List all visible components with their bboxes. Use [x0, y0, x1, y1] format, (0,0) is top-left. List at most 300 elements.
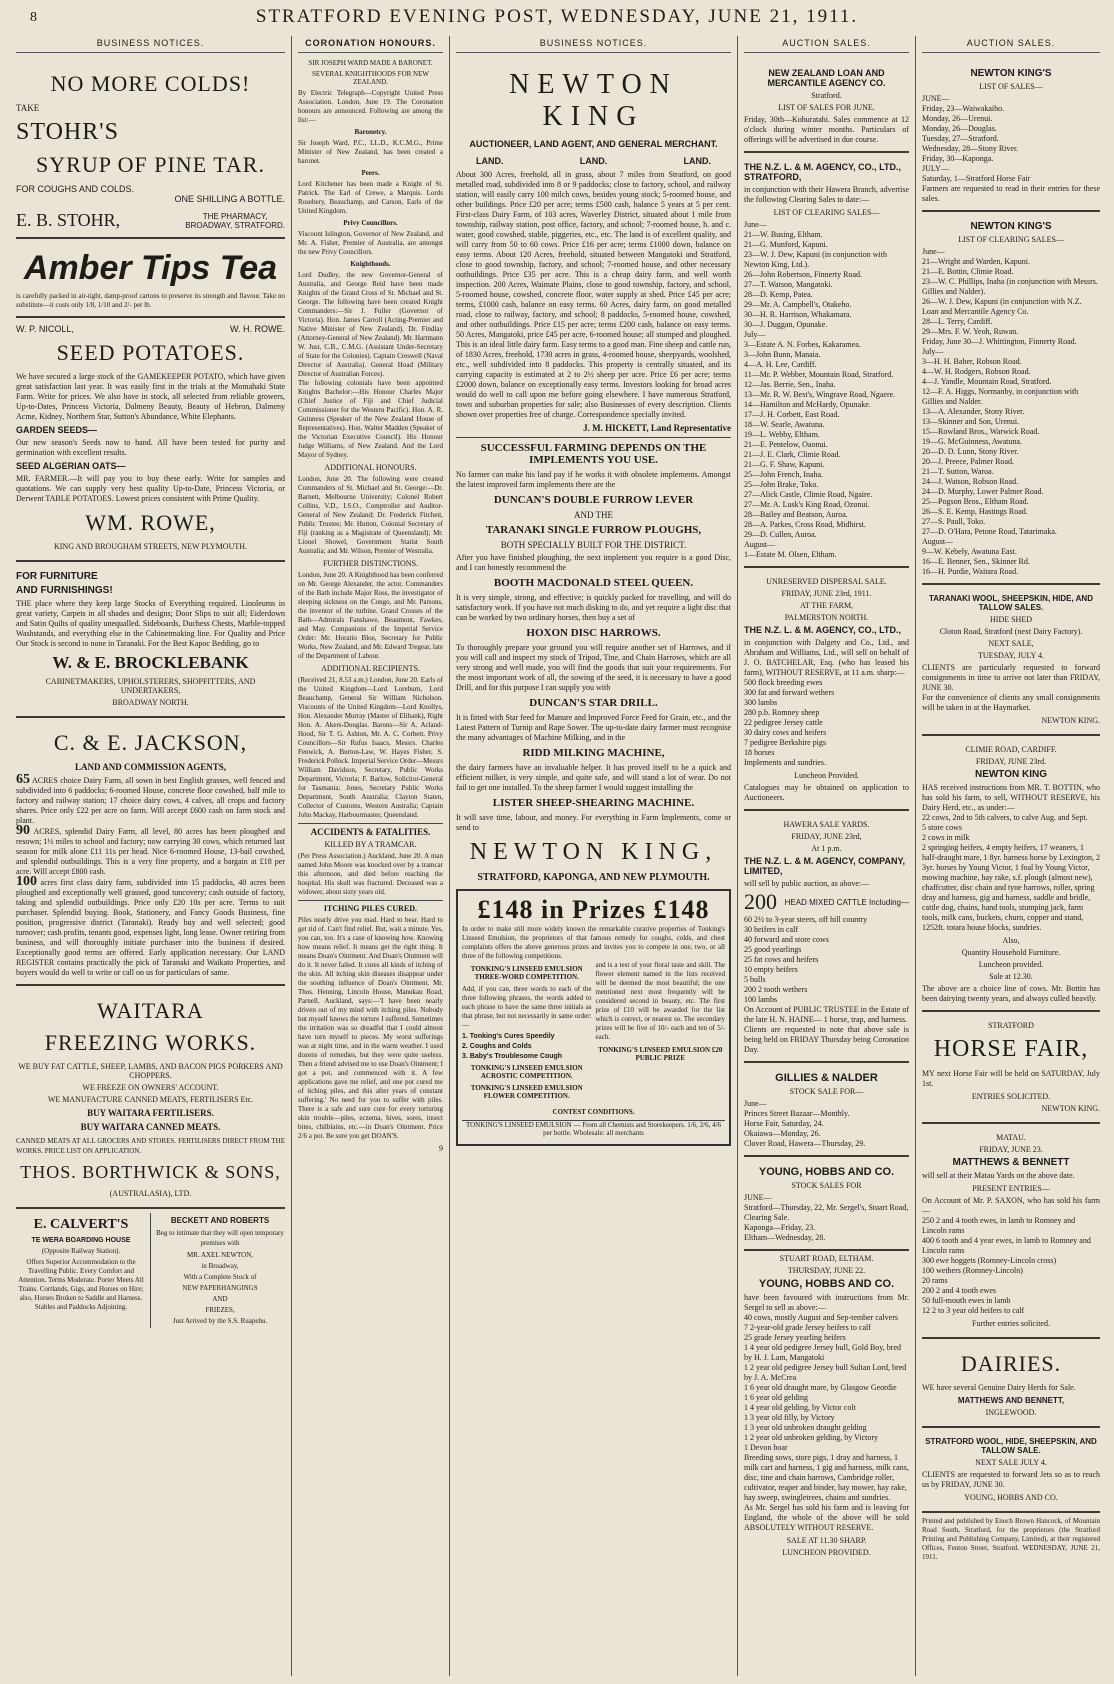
list-item: 2 cows in milk — [922, 833, 970, 842]
list-item: 19—L. Webby, Eltham. — [744, 430, 820, 439]
ad-text: INGLEWOOD. — [985, 1408, 1037, 1417]
beckett-roberts-ad — [155, 1213, 285, 1328]
ad-text: will sell at their Matau Yards on the above date. — [922, 1171, 1075, 1180]
list-item: Friday, 23—Waiwakaiho. — [922, 104, 1005, 113]
land-heading: LAND. — [476, 156, 504, 166]
list-item: 300 fat and forward wethers — [744, 688, 835, 697]
sale-list — [922, 164, 1100, 184]
list-item: Wednesday, 28—Stony River. — [922, 144, 1019, 153]
product-name: BOOTH MACDONALD STEEL QUEEN. — [493, 577, 694, 589]
ad-text: No farmer can make his land pay if he works it with obsolete implements. Amongst the latest improved farm implements there are the — [456, 470, 731, 489]
list-item: 13—Skinner and Son, Urenui. — [922, 417, 1020, 426]
column-coronation-honours — [292, 36, 450, 1676]
column-business-notices-2 — [450, 36, 738, 1676]
column-header: AUCTION SALES. — [744, 36, 909, 53]
list-item: 9—W. Kebely, Awatuna East. — [922, 547, 1017, 556]
acre-number: 65 — [16, 772, 30, 787]
gillies-nalder-ad — [744, 1063, 909, 1157]
ad-text: ENTRIES SOLICITED. — [971, 1092, 1051, 1101]
list-item: 28—A. Parkes, Cross Road, Midhirst. — [744, 520, 866, 529]
ad-text: FOR COUGHS AND COLDS. — [16, 184, 135, 194]
stock-list — [922, 813, 1100, 933]
month-label: August— — [744, 540, 776, 549]
ad-signature: J. M. HICKETT, Land Representative — [583, 423, 731, 433]
ad-text: Luncheon provided. — [978, 960, 1044, 969]
column-header: AUCTION SALES. — [922, 36, 1100, 53]
ad-text: will sell by public auction, as above:— — [744, 879, 870, 888]
ad-headline: TARANAKI WOOL, SHEEPSKIN, HIDE, AND TALLOW SALES. — [928, 594, 1093, 612]
list-item: 29—Mrs. F. W. Yeoh, Ruwan. — [922, 327, 1019, 336]
sale-list — [922, 94, 1100, 164]
ad-subhead: TONKING'S LINSEED EMULSION £20 PUBLIC PRIZE — [598, 1046, 723, 1062]
ad-text: BUY WAITARA CANNED MEATS. — [80, 1122, 221, 1132]
list-item: 30—J. Duggan, Opunake. — [744, 320, 828, 329]
column-business-notices-1 — [10, 36, 292, 1676]
ad-text: At 1 p.m. — [811, 844, 842, 853]
sale-list — [744, 340, 909, 540]
list-item: 30 heifers in calf — [744, 925, 798, 934]
ad-text: The above are a choice line of cows. Mr. Bottin has been dairying twenty years, and always culled heavily. — [922, 984, 1100, 1003]
stohr-syrup-ad — [16, 59, 285, 239]
dairies-ad — [922, 1339, 1100, 1428]
nz-loan-ad — [744, 59, 909, 153]
list-item: 250 2 and 4 tooth ewes, in lamb to Romney and Lincoln rams — [922, 1216, 1076, 1235]
article-text: The following colonials have been appointed Knights Bachelor:—His Honour Charles Major (Chief Justice of Fiji and Chief Judicial Commissioner for the Western Pacific). Hon. A. R. Guinness (Speaker of the New Zealand House of Representatives). Hon. Walter Madden (Speaker of the Victorian Executive Council). His Honour Judge Williams, of New Zealand. And the Lord Mayor of Sydney. — [298, 379, 443, 459]
article-text: London, June 20. The following were created Commanders of St. Michael and St. George:—Dr. Barnett, Melbourne University; Colonel Robert Collins, V.D., I.S.O., Comptroller and Auditor-General of New Zealand; Dr. Frederick Fitchett, Public Trustee; Mr. Hutton, Colonial Secretary of Fiji (ranking as a Magistrate of Queensland); Mr. Lionel Showel, Government Statist South Australia; and Mr. Wilson, Premier of Westralia. — [298, 475, 443, 555]
ad-text: Stratford. — [811, 91, 842, 100]
list-item: 300 lambs — [744, 698, 778, 707]
list-item: Tuesday, 27—Stratford. — [922, 134, 999, 143]
ad-text: TONKING'S LINSEED EMULSION — From all Chemists and Storekeepers. 1/6, 2/6, 4/6 per bottle. Wholesale: all merchants — [462, 1120, 725, 1137]
list-item: 26—S. E. Kemp, Hastings Road. — [922, 507, 1028, 516]
ad-text: ACRES, splendid Dairy Farm, all level, 80 acres has been ploughed and resown; 1½ miles to school and factory; now carrying 30 cows, which returned last season for milk alone £11 11s per head. Nice 6-roomed House, 13-bail cowshed, and splendid outbuildings. This is a very fine property, and a bargain at £18 per acre. Will accept £800 cash. — [16, 827, 286, 876]
ad-text: Just Arrived by the S.S. Ruapehu. — [172, 1317, 268, 1325]
ad-name: NEWTON KING — [509, 69, 678, 132]
ad-text: We have secured a large stock of the GAMEKEEPER POTATO, which have given great satisfaction last year. It was easily first in the trials at the Momahaki State Farm. Write for prices. We also have in stock, all selected from reliable growers, Up-to-Dates, Princess Victoria, Dalmeny Beauty, Beauty of Hebron, Dalmeny Acme, Kidney, Northern Star, Sutton's Abundance, White Elephants. — [16, 372, 285, 421]
ad-text: BROADWAY NORTH. — [112, 698, 189, 707]
product-name: HOXON DISC HARROWS. — [526, 627, 661, 639]
sale-list — [922, 347, 1100, 537]
ad-text: ACRES choice Dairy Farm, all sown in best English grasses, well fenced and subdivided into 6 paddocks; 6-roomed House, concrete floor cowshed, half mile to factory and railway station; 17 choice dairy cows, 4 calves, all crops and factory shares. Price only £22 per acre on farm. Will accept £600 cash on farm stock and plant. — [16, 776, 285, 825]
ad-name: E. CALVERT'S — [33, 1217, 129, 1232]
seed-potatoes-ad — [16, 318, 285, 562]
list-item: 200 2 and 4 tooth ewes — [922, 1286, 996, 1295]
list-item: 27—D. O'Hara, Petone Road, Tatarimaka. — [922, 527, 1057, 536]
ad-headline: AND FURNISHINGS! — [16, 585, 113, 596]
list-item: 29—Mr. A. Campbell's, Otakeho. — [744, 300, 852, 309]
ad-headline: SUCCESSFUL FARMING DEPENDS ON THE IMPLEMENTS YOU USE. — [456, 437, 731, 466]
list-item: 25—Pogson Bros., Eltham Road. — [922, 497, 1029, 506]
ad-subhead: LIST OF SALES— — [979, 82, 1043, 91]
ad-headline: FOR FURNITURE — [16, 571, 98, 582]
article-text: (Per Press Association.) Auckland, June 20. A man named John Moore was knocked over by a tramcar this afternoon, and died before reaching the hospital. His skull was fractured. Deceased was a widower, about sixty years old. — [298, 852, 443, 896]
stock-list — [744, 915, 909, 1005]
list-item: Monday, 26—Urenui. — [922, 114, 993, 123]
ad-subhead: LIST OF CLEARING SALES— — [958, 235, 1064, 244]
list-item: 40 forward and store cows — [744, 935, 829, 944]
land-heading: LAND. — [683, 156, 711, 166]
ad-text: WE FREEZE ON OWNERS' ACCOUNT. — [82, 1083, 219, 1092]
ad-name: WM. ROWE, — [85, 510, 216, 535]
ad-subhead: HIDE SHED — [990, 615, 1032, 624]
ad-text: and is a test of your floral taste and skill. The flower element named in the lists received will be deemed the most beautiful; the one mentioned next most frequently will be considered second in beauty, etc. The first prize of £10 will be awarded for the list which is correct, or nearest so. The secondary prizes will be five of 10/- each and ten of 5/- each. — [595, 961, 725, 1041]
list-item: 1 Devon boar — [744, 1443, 788, 1452]
list-item: Stratford—Thursday, 22, Mr. Sergel's, Stuart Road, Clearing Sale. — [744, 1203, 909, 1222]
list-item: 60 2½ to 3-year steers, off hill country — [744, 915, 868, 924]
ad-text: SALE AT 11.30 SHARP. — [786, 1536, 867, 1545]
ad-text: Sale at 12.30. — [989, 972, 1033, 981]
stock-list — [744, 1313, 909, 1503]
ad-text: AND — [212, 1295, 228, 1303]
ad-name: THE N.Z. L. & M. AGENCY, CO., LTD., — [744, 625, 901, 635]
waitara-freezing-ad — [16, 986, 285, 1209]
article-subhead: Peers. — [361, 169, 380, 177]
ad-text: On Account of Mr. P. SAXON, who has sold his farm— — [922, 1196, 1100, 1215]
ad-text: MR. AXEL NEWTON, — [186, 1251, 254, 1259]
ad-date: THURSDAY, JUNE 22. — [787, 1266, 866, 1275]
ad-text: KING AND BROUGHAM STREETS, NEW PLYMOUTH. — [53, 542, 248, 551]
ad-date: FRIDAY, JUNE 23. — [979, 1145, 1043, 1154]
list-item: JUNE— — [744, 1193, 772, 1202]
list-item: 4—W. H. Rodgers, Robson Road. — [922, 367, 1031, 376]
ad-text: To thoroughly prepare your ground you will require another set of Harrows, and if you will call and inspect my stock of Tripod, Tine, and Chain Harrows, which are all very strong and well made, you will find the goods that suit your requirements. For the most important work of all, the sowing of the seed, it is necessary to have a good Drill, and for this purpose I can supply you with — [456, 643, 731, 692]
ad-headline: SYRUP OF PINE TAR. — [36, 152, 265, 177]
ad-headline: STRATFORD WOOL, HIDE, SHEEPSKIN, AND TALLOW SALE. — [925, 1437, 1097, 1455]
ad-text: Clients are requested to note that above sale is being held on FRIDAY Thursday being Coronation Day. — [744, 1025, 909, 1054]
list-item: 14—Hamilton and McHardy, Opunake. — [744, 400, 871, 409]
stock-list — [744, 678, 909, 768]
list-item: Horse Fair, Saturday, 24. — [744, 1119, 824, 1128]
ad-text: TAKE — [16, 103, 40, 113]
list-item: 50 full-mouth ewes in lamb — [922, 1296, 1011, 1305]
ad-subhead: PRESENT ENTRIES— — [972, 1184, 1050, 1193]
nzlm-clearing-ad — [744, 153, 909, 568]
list-item: 12—F. A. Higgs, Normanby, in conjunction with Gillies and Nalder. — [922, 387, 1079, 406]
list-item: 13—Mr. R. W. Best's, Wingrave Road, Ngaere. — [744, 390, 896, 399]
list-item: 3—H. H. Baber, Robson Road. — [922, 357, 1022, 366]
ad-date: FRIDAY, JUNE 23rd, — [791, 832, 862, 841]
product-name: TARANAKI SINGLE FURROW PLOUGHS, — [485, 524, 702, 536]
list-item: 1 4 year old gelding, by Victor colt — [744, 1403, 856, 1412]
ad-text: NEW PAPERHANGINGS — [182, 1284, 258, 1292]
list-item: 26—John Robertson, Finnerty Road. — [744, 270, 862, 279]
month-label: June— — [744, 220, 767, 229]
article-text: Lord Kitchener has been made a Knight of St. Patrick. The Earl of Crewe, a Marquis. Lords Rosebery, Beauchamp, and Carson, Earls of the United Kingdom. — [298, 180, 443, 215]
ad-text: Also, — [1002, 936, 1020, 945]
ad-headline: STUART ROAD, ELTHAM. — [779, 1254, 874, 1263]
land-heading: LAND. — [579, 156, 608, 166]
ad-text: Farmers are requested to read in their entries for these sales. — [922, 184, 1100, 203]
list-item: 25—John Brake, Toko. — [744, 480, 819, 489]
ad-headline: FREEZING WORKS. — [44, 1030, 257, 1055]
list-item: 28—Bailey and Beatson, Auroa. — [744, 510, 848, 519]
ad-text: Cloton Road, Stratford (next Dairy Factory). — [939, 627, 1083, 636]
product-name: DUNCAN'S DOUBLE FURROW LEVER — [493, 494, 694, 506]
ad-text: PALMERSTON NORTH. — [784, 613, 869, 622]
dispersal-sale-ad — [744, 568, 909, 811]
list-item: 2 springing heifers, 4 empty heifers, 17 weaners, 1 half-draught mare, 1 8yr. harness horse by Lexington, 2 3yr. horses by Young Victor, 1 foal by Young Victor, mowing machine, hay rake, s.f. plough (almost new), chaffcutter, disc chain and tyne harrows, roller, spring dray and harness, gig and harness, saddle and bridle, cattle dog, chains, hand tools, stumping jack, farm tools, milk cans, buckets, churn, copper and stand, 1252ft. totara house blocks, sundries. — [922, 843, 1100, 932]
list-item: 7 2-year-old grade Jersey heifers to calf — [744, 1323, 871, 1332]
list-item: 1 2 year old pedigree Jersey bull Sultan Lord, bred by J. A. McCrea — [744, 1363, 907, 1382]
list-item: 16—E. Benner, Sen., Skinner Rd. — [922, 557, 1030, 566]
bottin-sale-ad — [922, 736, 1100, 1012]
month-label: July— — [744, 330, 766, 339]
ad-text: THE PHARMACY, — [202, 211, 268, 221]
ad-signature: NEWTON KING. — [1041, 1104, 1100, 1113]
list-item: 27—Mr. A. Lusk's King Road, Ozonui. — [744, 500, 870, 509]
ad-text: WE MANUFACTURE CANNED MEATS, FERTILISERS Etc. — [47, 1095, 254, 1104]
article-subhead: ADDITIONAL RECIPIENTS. — [321, 664, 420, 673]
ad-text: MY next Horse Fair will be held on SATURDAY, July 1st. — [922, 1069, 1100, 1088]
ad-name: NEW ZEALAND LOAN AND MERCANTILE AGENCY CO. — [767, 68, 886, 88]
ad-signature: NEWTON KING. — [1041, 716, 1100, 725]
horse-fair-ad — [922, 1012, 1100, 1124]
ad-headline: MATAU. — [996, 1133, 1026, 1142]
ad-text: the dairy farmers have an invaluable helper. It has proved itself to be a quick and efficient milker, is very simple, and quite safe, and will stand a lot of wear. Do not fail to get one installed. To the sheep farmer I would suggest installing the — [456, 763, 731, 792]
ad-text: MR. FARMER.—It will pay you to buy these early. Write for samples and quotations. We can supply very best quality Up-to-Date, Princess Victoria, or Derwent TABLE POTATOES. Lowest prices consistent with Prime Quality. — [16, 474, 285, 503]
list-item: July— — [922, 347, 944, 356]
page-number: 8 — [30, 10, 37, 25]
ad-name: NEWTON KING, — [469, 839, 718, 865]
ad-name: W. H. ROWE. — [230, 324, 285, 334]
ad-text: BOTH SPECIALLY BUILT FOR THE DISTRICT. — [500, 540, 687, 550]
list-item: 12—Jas. Berrie, Sen., Inaha. — [744, 380, 836, 389]
column-header: BUSINESS NOTICES. — [456, 36, 731, 53]
ad-subhead: TONKING'S LINSEED EMULSION THREE-WORD COMPETITION. — [470, 965, 583, 981]
article-subhead: SIR JOSEPH WARD MADE A BARONET. — [308, 59, 433, 67]
article-subhead: SEVERAL KNIGHTHOODS FOR NEW ZEALAND. — [312, 70, 429, 86]
list-item: 22 cows, 2nd to 5th calvers, to calve Aug. and Sept. — [922, 813, 1088, 822]
list-item: JULY— — [922, 164, 949, 173]
ad-text: Friday, 30th—Kohuratahi. Sales commence at 12 o'clock during winter months. Particulars of offerings will be advertised in due course. — [744, 115, 909, 144]
list-item: 26—W. J. Dew, Kapuni (in conjunction with N.Z. Loan and Mercantile Agency Co. — [922, 297, 1082, 316]
ad-text: Our new season's Seeds now to hand. All have been tested for purity and germination with excellent results. — [16, 438, 285, 457]
hawera-sale-ad — [744, 811, 909, 1063]
phrase: 3. Baby's Troublesome Cough — [462, 1053, 563, 1060]
list-item: Eltham—Wednesday, 28. — [744, 1233, 826, 1242]
ad-headline: HAWERA SALE YARDS. — [783, 820, 870, 829]
list-item: Princes Street Bazaar—Monthly. — [744, 1109, 850, 1118]
sale-list — [922, 247, 1100, 347]
newton-king-clearing-ad — [922, 212, 1100, 585]
list-item: 25—John French, Inaha. — [744, 470, 824, 479]
list-item: 1 6 year old draught mare, by Glasgow Geordie — [744, 1383, 897, 1392]
list-item: 3—John Bunn, Manaia. — [744, 350, 821, 359]
ad-text: Further entries solicited. — [972, 1319, 1050, 1328]
brocklebank-ad — [16, 562, 285, 718]
list-item: Monday, 26—Douglas. — [922, 124, 997, 133]
list-item: 21—E. Pentelow, Oaonui. — [744, 440, 828, 449]
list-item: 100 lambs — [744, 995, 778, 1004]
ad-name: C. & E. JACKSON, — [53, 730, 248, 755]
ad-text: After you have finished ploughing, the next implement you require is a good Disc, and I can honestly recommend the — [456, 553, 731, 572]
list-item: 21—G. Munford, Kapuni. — [744, 240, 828, 249]
sale-list — [744, 1099, 909, 1149]
ad-text: (Opposite Railway Station). — [41, 1247, 121, 1255]
ad-text: acres first class dairy farm, subdivided into 15 paddocks, 40 acres been ploughed and exceptionally well grassed, good tuncovery; cash outside of factory, taking and splendid outbuildings. Price only £20 10s per acre. Terms to suit purchaser. Splendid buying. Book, Stationery, and Fancy Goods Business, fine position, progressive district (Taranaki). Ready buy and well selected; good turnover; cash profits, tenants good, expenses light, long lease. Owner retiring from business, and will thoroughly initiate purchaser into the business if desired. Exceptionally good terms are offered. Early application necessary. Our LAND REGISTER contains practically the pick of Taranaki and Waikato Properties, and buyers would do well to write or call on us for particulars of same. — [16, 878, 285, 977]
list-item: 21—T. Sutton, Waroa. — [922, 467, 994, 476]
list-item: 1 3 year old filly, by Victory — [744, 1413, 835, 1422]
column-header: CORONATION HONOURS. — [298, 36, 443, 53]
list-item: 5 bulls — [744, 975, 766, 984]
bottom-ads — [16, 1209, 285, 1328]
list-item: 21—E. Bottin, Climie Road. — [922, 267, 1014, 276]
article-text: Piles nearly drive you mad. Hard to bear. Hard to get rid of. Can't find relief. But, wait a minute. Yes, you can, too. It's a case of knowing how. Knowing how means relief. It means get the right thing. It means Doan's Ointment. And Doan's Ointment will do it. It never failed. It cures all kinds of itching of the skin. All itching skin diseases disappear under the soothing influence of Doan's Ointment. Mr. Thos. Henning, Lincoln House, Manukau Road, Parnell, Auckland, says:—'I have been nearly driven out of my mind with itching piles. Nobody but myself knows the torture I suffered. Sometimes the irritation was so dreadful that I could almost have torn myself to pieces. My worst sufferings was at night time, and in the warm weather. I used dozens of remedies, but they were quite useless. Then a friend advised me to use Doan's Ointment; I got a pot, and commenced with it. A few applications gave me relief, and one pot cured me of itching piles, and this after years of constant suffering.' No need for you to suffer with piles. There is a safe and sure cure for every torturing skin trouble—piles, eczema, hives, sores, insect bites, chilblains, etc.—in Doan's Ointment. Price 2/6 a pot. Be sure you get DOAN'S. — [298, 916, 443, 1140]
ad-text: Beg to intimate that they will open temporary premises with — [156, 1229, 284, 1247]
stock-list — [922, 1216, 1100, 1316]
list-item: 17—J. H. Corbett, East Road. — [744, 410, 840, 419]
article-header: ACCIDENTS & FATALITIES. — [298, 823, 443, 837]
ad-name: THE N.Z. L. & M. AGENCY, CO., LTD., STRATFORD, — [744, 162, 901, 182]
list-item: 1 2 year old unbroken gelding, by Victory — [744, 1433, 879, 1442]
ad-text: ONE SHILLING A BOTTLE. — [174, 194, 285, 204]
list-item: 1 6 year old gelding — [744, 1393, 808, 1402]
ad-name: NEWTON KING'S — [970, 68, 1052, 79]
ad-text: CANNED MEATS AT ALL GROCERS AND STORES. FERTILISERS DIRECT FROM THE WORKS. PRICE LIST ON APPLICATION. — [16, 1137, 285, 1155]
list-item: 20—J. Preece, Palmer Road. — [922, 457, 1014, 466]
ad-text: About 300 Acres, freehold, all in grass, about 7 miles from Stratford, on good metalled road, subdivided into 8 or 9 paddocks; close to factory, school, and railway station, will easily carry 100 milch cows, besides young stock; 5-roomed house, and other buildings. Price £20 per acre; terms £500 cash, balance 5 years at 5 per cent. First-class Dairy Farm, of 103 acres, Waverley District, situated about 1 mile from township, railway station, post office, factory, and school; 7-roomed house, h. and c. water, good cowshed, stable, piggeries, etc., etc. The land is of excellent quality, and will carry from 50 to 60 cows. Price £16 per acre; terms £1000 down, balance on easy terms. About 120 Acres, freehold, situated between Mangatoki and Stratford, close to good township, factory, and school; 7-roomed house, and other necessary outbuildings. Price £35 per acre. This is a cheap dairy farm, and well worth inspection. 200 Acres, Waimate Plains, close to good township, factory, and school, 5-roomed house, cowshed, concrete floor, water supply at shed. Price £45 per acre; terms, £1000 cash, balance on easy terms. 60 Acres, dairy farm, on good metalled road, close to railway, factory, and school; 8 paddocks, 5-roomed house, cowshed, and other outbuildings. Price £15 per acre; terms £200 cash, balance on easy terms. 50 Acres, Mangatoki, price £45 per acre, 6-roomed house; all stumped and ploughed. This is an ideal little dairy farm. Easy terms to a good man. Fine sheep and cattle run, of 1830 Acres, freehold, 1730 acres in grass, 4-roomed house, sheepyards, woolshed, etc., well subdivided into 8 paddocks. This property is centrally situated, and its carrying capacity is estimated at 2 to 2½ sheep per acre. Price £6 per acre; terms £2000 down, balance on exceptionally easy terms. Investors looking for broad acres would do well to call upon me before going elsewhere. I have numerous Stratford, town and suburban properties for sale; also Businesses of every description. Clients shown over properties free of charge. Correspondence specially invited. — [456, 170, 731, 419]
ad-date: TUESDAY, JULY 4. — [977, 651, 1045, 660]
ad-name: BECKETT AND ROBERTS — [170, 1216, 270, 1225]
article-subhead: Knighthoods. — [350, 260, 391, 268]
ad-text: Offers Superior Accommodation to the Travelling Public. Every Comfort and Attention. Terms Moderate. Porter Meets All Trains. Cortlands, Gigs, and Horses on Hire; also, Horses Broken to Saddle and Harness. Stables and Paddocks Adjoining. — [18, 1258, 144, 1311]
ad-name: MATTHEWS & BENNETT — [952, 1157, 1070, 1168]
column-header: BUSINESS NOTICES. — [16, 36, 285, 53]
product-name: DUNCAN'S STAR DRILL. — [529, 697, 658, 709]
ad-text: It will save time, labour, and money. For everything in Farm Implements, come or send to — [456, 813, 731, 832]
list-item: 100 wethers (Romney-Lincoln) — [922, 1266, 1023, 1275]
list-item: 30—H. R. Harrison, Whakamara. — [744, 310, 852, 319]
acre-number: 90 — [16, 823, 30, 838]
list-item: 21—W. Busing, Eltham. — [744, 230, 823, 239]
ad-text: Add, if you can, three words to each of the three following phrases, the words added to each phrase to have the same three initials as that phrase, but not necessarily in same order:— — [462, 985, 592, 1029]
list-item: Implements and sundries. — [744, 758, 826, 767]
column-auction-sales-1 — [738, 36, 916, 1676]
list-item: 25 good yearlings — [744, 945, 802, 954]
ad-text: (AUSTRALASIA), LTD. — [109, 1189, 192, 1198]
article-header: ITCHING PILES CURED. — [298, 900, 443, 913]
ad-name: NEWTON KING — [974, 769, 1048, 780]
product-name: RIDD MILKING MACHINE, — [522, 747, 665, 759]
phrase: 1. Tonking's Cures Speedily — [462, 1033, 555, 1040]
ad-text: It is fitted with Star feed for Manure and Improved Force Feed for Grain, etc., and the Latest Pattern of Turnip and Rape Sower. The up-to-date dairy farmer must recognise the many advantages of Machine Milking, and in the — [456, 713, 731, 742]
ad-name: GILLIES & NALDER — [775, 1072, 878, 1084]
list-item: August— — [922, 537, 954, 546]
ad-headline: NO MORE COLDS! — [50, 71, 251, 96]
sale-list — [744, 550, 909, 560]
ad-text: With a Complete Stock of — [183, 1273, 257, 1281]
list-item: 280 p.b. Romney sheep — [744, 708, 820, 717]
sale-list — [922, 537, 1100, 577]
ad-text: BUY WAITARA FERTILISERS. — [87, 1108, 214, 1118]
printer-imprint: Printed and published by Enoch Brown Hancock, of Mountain Road South, Stratford, for the proprietors (the Stratford Printing and Publishing Company, Limited), at their registered Offices, Fenton Street, Stratford. WEDNESDAY, JUNE 21, 1911. — [922, 1517, 1100, 1561]
ad-text: HAS received instructions from MR. T. BOTTIN, who has sold his farm, to sell, WITHOUT RESERVE, his Dairy Herd, etc., as under:— — [922, 783, 1100, 812]
matau-sale-ad — [922, 1124, 1100, 1339]
ad-name: NEWTON KING'S — [970, 221, 1052, 232]
list-item: JUNE— — [922, 94, 950, 103]
list-item: 16—H. Purdie, Waitara Road. — [922, 567, 1019, 576]
ad-text: FRIEZES, — [205, 1306, 235, 1314]
ad-date: FRIDAY, JUNE 23rd. — [975, 757, 1047, 766]
article-subhead: KILLED BY A TRAMCAR. — [324, 840, 417, 849]
list-item: 18 horses — [744, 748, 775, 757]
ad-subhead: STOCK SALE FOR— — [789, 1087, 864, 1096]
ad-subhead: STRATFORD, KAPONGA, AND NEW PLYMOUTH. — [477, 872, 710, 883]
ad-subhead: TONKING'S LINSEED EMULSION ACROSTIC COMPETITION. — [470, 1064, 583, 1080]
list-item: 300 ewe hoggets (Romney-Lincoln cross) — [922, 1256, 1057, 1265]
list-item: 15—Rowland Bros., Warwick Road. — [922, 427, 1040, 436]
ad-subhead: LAND AND COMMISSION AGENTS, — [74, 762, 227, 772]
sergel-sale-ad — [744, 1254, 909, 1557]
list-item: 10 empty heifers — [744, 965, 798, 974]
article-text: Lord Dudley, the new Governor-General of Australia, and George Reid have been made Knights of the Grand Cross of St. Michael and St. George. The following have been created Knight Commanders:—Sir J. Fuller (Governor of Victoria). Hon. James Carroll (Acting-Premier and Native Minister of New Zealand). Dr. Findlay (Attorney-General of New Zealand). Mr. Hartmann W. Just, C.B., C.M.G. (Assistant Under-Secretary of State for the Colonies). Captain Creswell (Naval Director of Australia). General Hoad (Military Director of Australian Forces). — [298, 271, 443, 378]
ad-text: For the convenience of clients any small consignments will be taken in at the Haymarket. — [922, 693, 1100, 712]
ad-text: WE have several Genuine Dairy Herds for Sale. — [922, 1383, 1076, 1392]
product-name: LISTER SHEEP-SHEARING MACHINE. — [492, 797, 695, 809]
ad-headline: Amber Tips Tea — [23, 249, 278, 287]
list-item: Clover Road, Hawera—Thursday, 29. — [744, 1139, 866, 1148]
page-ref: 9 — [439, 1144, 443, 1153]
ad-name: THOS. BORTHWICK & SONS, — [20, 1162, 281, 1182]
ad-headline: CLIMIE ROAD, CARDIFF. — [965, 745, 1057, 754]
ad-subhead: GARDEN SEEDS— — [16, 425, 98, 435]
ad-headline: SEED POTATOES. — [56, 340, 245, 365]
list-item: 4—A. H. Lee, Cardiff. — [744, 360, 817, 369]
list-item: 13—A. Alexander, Stony River. — [922, 407, 1025, 416]
list-item: 30 dairy cows and heifers — [744, 728, 827, 737]
ad-text: NEXT SALE, — [988, 639, 1034, 648]
ad-headline: HORSE FAIR, — [933, 1036, 1089, 1062]
list-item: Okaiawa—Monday, 26. — [744, 1129, 821, 1138]
ad-text: It is very simple, strong, and effective; is quickly packed for travelling, and will do satisfactory work. If you have not much disking to do, and yet require a light disc that can be worked by two ordinary horses, then buy a set of — [456, 593, 731, 622]
ad-text: BROADWAY, STRATFORD. — [185, 220, 285, 230]
ad-name: MATTHEWS AND BENNETT, — [957, 1396, 1065, 1405]
ad-date: NEXT SALE JULY 4. — [975, 1458, 1047, 1467]
list-item: June— — [922, 247, 945, 256]
ad-subhead: LIST OF SALES FOR JUNE. — [778, 103, 875, 112]
ad-name: YOUNG, HOBBS AND CO. — [758, 1166, 895, 1178]
ad-subhead: TE WERA BOARDING HOUSE — [31, 1237, 131, 1244]
ad-text: in Broadway, — [201, 1262, 239, 1270]
phrase: 2. Coughs and Colds — [462, 1043, 532, 1050]
ad-name: E. B. STOHR, — [16, 210, 121, 230]
list-item: 24—J. Watson, Robson Road. — [922, 477, 1019, 486]
article-text: By Electric Telegraph—Copyright United Press Association. London, June 19. The Coronation honours are announced. Following are among the list:— — [298, 89, 443, 124]
ad-text: On Account of PUBLIC TRUSTEE in the Estate of the late H. N. HAINE— 1 horse, trap, and harness. — [744, 1005, 909, 1024]
list-item: 25 fat cows and heifers — [744, 955, 819, 964]
list-item: 4—J. Yandle, Mountain Road, Stratford. — [922, 377, 1052, 386]
list-item: 40 cows, mostly August and Sep-tember calvers — [744, 1313, 898, 1322]
article-subhead: Privy Councillors. — [343, 219, 398, 227]
list-item: 400 6 tooth and 4 year ewes, in lamb to Romney and Lincoln rams — [922, 1236, 1091, 1255]
ad-subhead: LIST OF CLEARING SALES— — [773, 208, 880, 217]
list-item: June— — [744, 1099, 767, 1108]
ad-text: Luncheon Provided. — [794, 771, 859, 780]
list-item: 7 pedigree Berkshire pigs — [744, 738, 826, 747]
ad-headline: DAIRIES. — [960, 1351, 1062, 1376]
ad-subhead: STOCK SALES FOR — [791, 1181, 862, 1190]
list-item: Breeding sows, store pigs, 1 dray and harness, 1 milk cart and harness, 1 gig and harness, milk cans, disc, tine and chain harrows, Cambridge roller, cultivator, reaper and binder, hay mower, hay rake, hay sweep, swingletrees, chains and sundries. — [744, 1453, 909, 1502]
list-item: 11—Mr. P. Webber, Mountain Road, Stratford. — [744, 370, 894, 379]
list-item: 27—S. Paull, Toko. — [922, 517, 986, 526]
prize-headline: £148 in Prizes £148 — [477, 895, 710, 924]
ad-subhead: SEED ALGERIAN OATS— — [16, 461, 126, 471]
list-item: 1 3 year old unbroken draught gelding — [744, 1423, 867, 1432]
ad-name: W. & E. BROCKLEBANK — [52, 653, 249, 672]
list-item: Saturday, 1—Stratford Horse Fair — [922, 174, 1031, 183]
ad-name: YOUNG, HOBBS AND CO. — [758, 1278, 895, 1290]
list-item: 19—G. McGuinness, Awatuna. — [922, 437, 1022, 446]
